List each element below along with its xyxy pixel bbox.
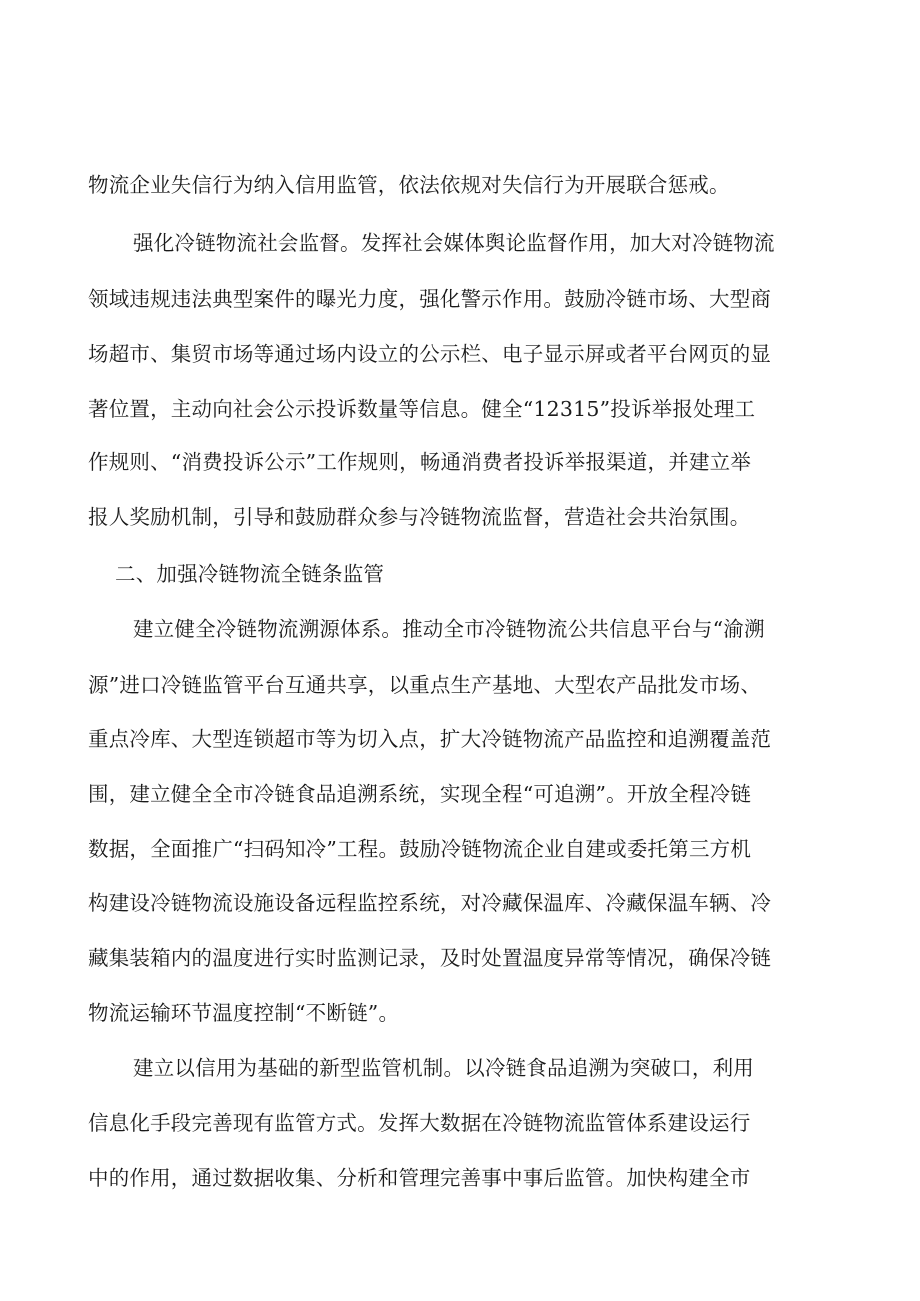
paragraph-line: 物流企业失信行为纳入信用监管，依法依规对失信行为开展联合惩戒。 (88, 173, 730, 197)
paragraph-line: 中的作用，通过数据收集、分析和管理完善事中事后监管。加快构建全市 (88, 1166, 751, 1190)
paragraph-line: 藏集装箱内的温度进行实时监测记录，及时处置温度异常等情况，确保冷链 (88, 946, 772, 970)
paragraph-line: 重点冷库、大型连锁超市等为切入点，扩大冷链物流产品监控和追溯覆盖范 (88, 727, 772, 751)
paragraph-line: 源”进口冷链监管平台互通共享，以重点生产基地、大型农产品批发市场、 (88, 673, 762, 697)
paragraph-line: 报人奖励机制，引导和鼓励群众参与冷链物流监督，营造社会共治氛围。 (88, 505, 751, 529)
paragraph-line: 物流运输环节温度控制“不断链”。 (88, 1001, 400, 1025)
paragraph-line: 信息化手段完善现有监管方式。发挥大数据在冷链物流监管体系建设运行 (88, 1111, 751, 1135)
paragraph-line: 著位置，主动向社会公示投诉数量等信息。健全“12315”投诉举报处理工 (88, 397, 756, 421)
paragraph-line: 建立以信用为基础的新型监管机制。以冷链食品追溯为突破口，利用 (133, 1056, 754, 1080)
paragraph-line: 构建设冷链物流设施设备远程监控系统，对冷藏保温库、冷藏保温车辆、冷 (88, 891, 772, 915)
paragraph-line: 围，建立健全全市冷链食品追溯系统，实现全程“可追溯”。开放全程冷链 (88, 782, 752, 806)
section-heading: 二、加强冷链物流全链条监管 (115, 562, 385, 586)
paragraph-line: 数据，全面推广“扫码知冷”工程。鼓励冷链物流企业自建或委托第三方机 (88, 837, 752, 861)
paragraph-line: 建立健全冷链物流溯源体系。推动全市冷链物流公共信息平台与“渝溯 (133, 617, 765, 641)
paragraph-line: 场超市、集贸市场等通过场内设立的公示栏、电子显示屏或者平台网页的显 (88, 342, 772, 366)
paragraph-line: 作规则、“消费投诉公示”工作规则，畅通消费者投诉举报渠道，并建立举 (88, 450, 752, 474)
paragraph-line: 强化冷链物流社会监督。发挥社会媒体舆论监督作用，加大对冷链物流 (133, 231, 775, 255)
paragraph-line: 领域违规违法典型案件的曝光力度，强化警示作用。鼓励冷链市场、大型商 (88, 287, 772, 311)
